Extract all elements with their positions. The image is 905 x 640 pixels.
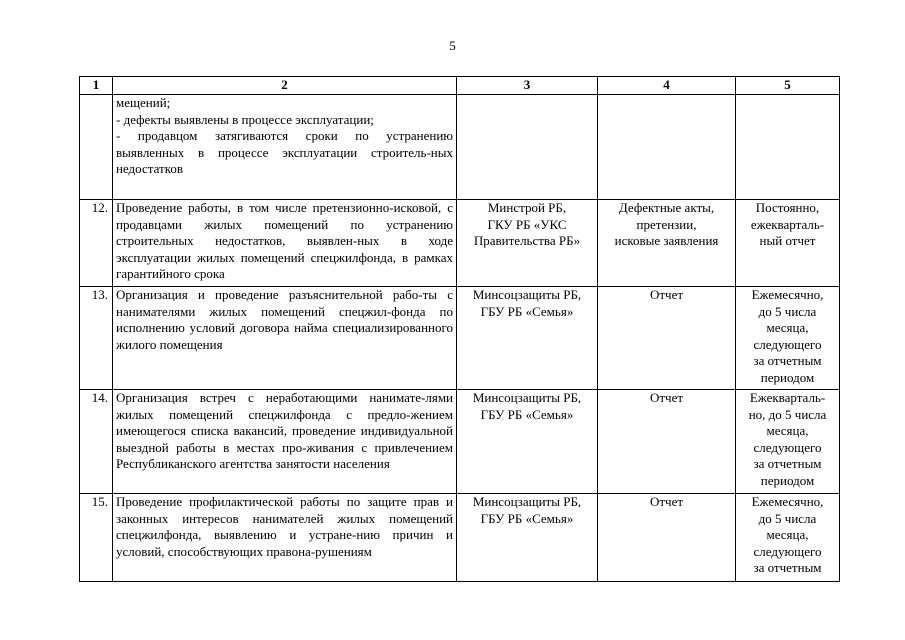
row-number: 12. <box>80 200 113 287</box>
row-report-form: Отчет <box>598 390 736 494</box>
row-term: Ежемесячно, до 5 числа месяца, следующего за отчетным <box>736 494 840 582</box>
row-report-form: Отчет <box>598 287 736 390</box>
row-number: 13. <box>80 287 113 390</box>
row-executor: Минсоцзащиты РБ, ГБУ РБ «Семья» <box>457 494 598 582</box>
row-executor: Минсоцзащиты РБ, ГБУ РБ «Семья» <box>457 390 598 494</box>
plan-table <box>79 76 840 582</box>
page-number: 5 <box>449 38 456 53</box>
row-description: Проведение профилактической работы по защите прав и законных интересов нанимателей жилых помещений спецжилфонда, выявлению и устране-нию причин и условий, способствующих правона-рушениям <box>113 494 457 582</box>
table-row <box>80 494 840 582</box>
row-term: Постоянно, ежекварталь- ный отчет <box>736 200 840 287</box>
row-number: 14. <box>80 390 113 494</box>
table-row <box>80 287 840 390</box>
row-description: Проведение работы, в том числе претензионно-исковой, с продавцами жилых помещений по устранению строительных недостатков, выявлен-ных в ходе эксплуатации жилых помещений спецжилфонда, в рамках гарантийного срока <box>113 200 457 287</box>
row-number <box>80 95 113 200</box>
row-report-form <box>598 95 736 200</box>
row-report-form: Дефектные акты, претензии, исковые заявления <box>598 200 736 287</box>
row-executor: Минсоцзащиты РБ, ГБУ РБ «Семья» <box>457 287 598 390</box>
row-number: 15. <box>80 494 113 582</box>
header-cell: 4 <box>598 77 736 95</box>
header-cell: 2 <box>113 77 457 95</box>
row-description: мещений; - дефекты выявлены в процессе эксплуатации; - продавцом затягиваются сроки по устранению выявленных в процессе эксплуатации строитель-ных недостатков <box>113 95 457 200</box>
table-row <box>80 390 840 494</box>
row-term: Ежемесячно, до 5 числа месяца, следующего за отчетным периодом <box>736 287 840 390</box>
row-term <box>736 95 840 200</box>
table-row <box>80 95 840 200</box>
row-description: Организация встреч с неработающими нанимате-лями жилых помещений спецжилфонда с предло-жением имеющегося списка вакансий, проведение индивидуальной выездной работы в местах про-живания с привлечением Республиканского агентства занятости населения <box>113 390 457 494</box>
header-cell: 1 <box>80 77 113 95</box>
row-term: Ежекварталь- но, до 5 числа месяца, следующего за отчетным периодом <box>736 390 840 494</box>
table-row <box>80 200 840 287</box>
header-cell: 3 <box>457 77 598 95</box>
header-cell: 5 <box>736 77 840 95</box>
row-executor: Минстрой РБ, ГКУ РБ «УКС Правительства РБ» <box>457 200 598 287</box>
row-executor <box>457 95 598 200</box>
table-header-row <box>80 77 840 95</box>
row-report-form: Отчет <box>598 494 736 582</box>
row-description: Организация и проведение разъяснительной рабо-ты с нанимателями жилых помещений спецжил-фонда по исполнению условий договора найма специализированного жилого помещения <box>113 287 457 390</box>
